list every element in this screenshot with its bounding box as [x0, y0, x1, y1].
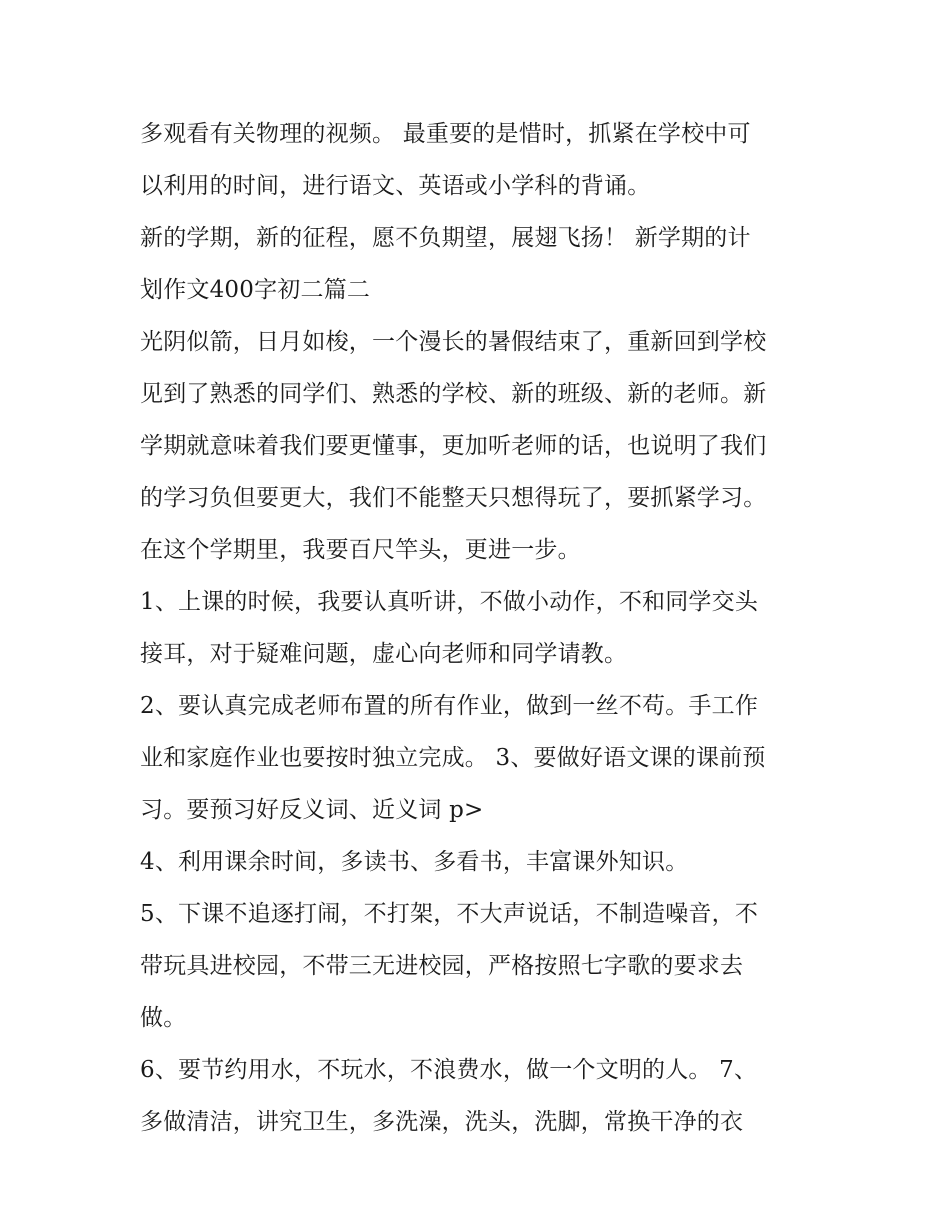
text-line: 习。要预习好反义词、近义词 p> [140, 797, 484, 823]
text-line: 以利用的时间，进行语文、英语或小学科的背诵。 [140, 173, 651, 199]
text-line: 见到了熟悉的同学们、熟悉的学校、新的班级、新的老师。新 [140, 381, 767, 407]
text-line: 业和家庭作业也要按时独立完成。 3、要做好语文课的课前预 [140, 745, 766, 771]
paragraph-3 [140, 316, 820, 576]
text-line: 做。 [140, 1005, 187, 1031]
text-line: 光阴似箭，日月如梭，一个漫长的暑假结束了，重新回到学校 [140, 329, 767, 355]
text-line: 学期就意味着我们要更懂事，更加听老师的话，也说明了我们 [140, 433, 767, 459]
paragraph-2 [140, 212, 820, 316]
paragraph-1 [140, 108, 820, 212]
text-line: 在这个学期里，我要百尺竿头，更进一步。 [140, 537, 581, 563]
paragraph-8 [140, 1044, 820, 1148]
text-line: 5、下课不追逐打闹，不打架，不大声说话，不制造噪音，不 [140, 901, 759, 927]
text-line: 2、要认真完成老师布置的所有作业，做到一丝不苟。手工作 [140, 693, 759, 719]
paragraph-5 [140, 680, 820, 836]
paragraph-7 [140, 888, 820, 1044]
text-line: 带玩具进校园，不带三无进校园，严格按照七字歌的要求去 [140, 953, 744, 979]
text-line: 接耳，对于疑难问题，虚心向老师和同学请教。 [140, 641, 628, 667]
text-line: 4、利用课余时间，多读书、多看书，丰富课外知识。 [140, 849, 689, 875]
text-line: 的学习负但要更大，我们不能整天只想得玩了，要抓紧学习。 [140, 485, 767, 511]
paragraph-4 [140, 576, 820, 680]
text-line: 6、要节约用水，不玩水，不浪费水，做一个文明的人。 7、 [140, 1057, 758, 1083]
document-body [140, 108, 820, 1148]
text-line: 多观看有关物理的视频。 最重要的是惜时，抓紧在学校中可 [140, 121, 751, 147]
paragraph-6 [140, 836, 820, 888]
text-line: 划作文400字初二篇二 [140, 277, 371, 303]
text-line: 新的学期，新的征程，愿不负期望，展翅飞扬！ 新学期的计 [140, 225, 751, 251]
text-line: 多做清洁，讲究卫生，多洗澡，洗头，洗脚，常换干净的衣 [140, 1109, 744, 1135]
text-line: 1、上课的时候，我要认真听讲，不做小动作，不和同学交头 [140, 589, 759, 615]
